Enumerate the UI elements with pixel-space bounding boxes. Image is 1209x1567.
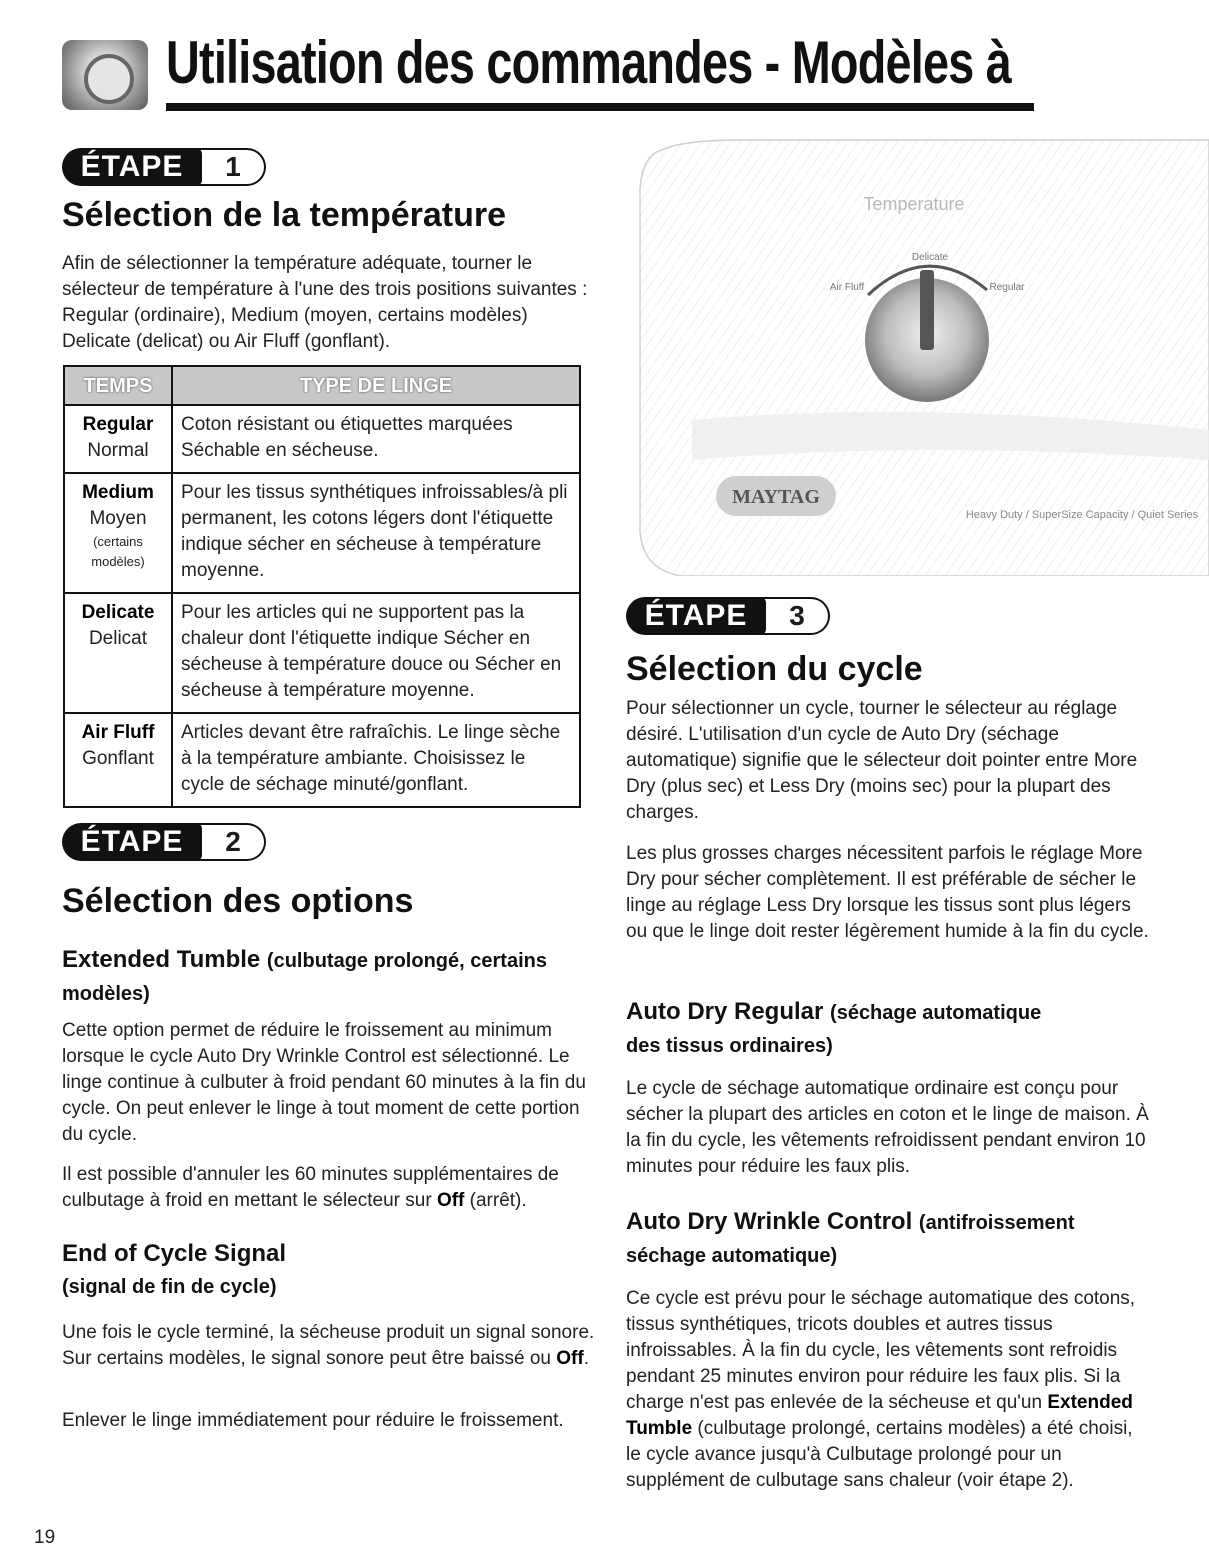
auto-dry-regular-heading [626,996,1166,1062]
extended-tumble-heading [62,944,602,1010]
temp-sub: Moyen [89,508,147,529]
auto-dry-regular-text: Le cycle de séchage automatique ordinaire est conçu pour sécher la plupart des articles en coton et le linge de maison. À la fin du cycle, les vêtements refroidissent pendant environ 10 minutes pour réduire les faux plis. [626,1078,1149,1177]
control-panel-illustration [622,130,1209,576]
temperature-intro: Afin de sélectionner la température adéquate, tourner le sélecteur de température à l'une des trois positions suivantes : Regular (ordinaire), Medium (moyen, certains modèles) Delicate (delicat) ou Air Fluff (gonflant). [62,253,588,352]
control-panel-drawing [622,130,1209,576]
etape-3-badge [626,597,836,635]
table-row [64,593,580,713]
etape-1-badge [62,148,272,186]
brand-logo: MAYTAG [732,486,820,508]
etape-label: ÉTAPE [62,823,202,861]
end-of-cycle-text: Une fois le cycle terminé, la sécheuse produit un signal sonore. Sur certains modèles, le signal sonore peut être baissé ou Off. [62,1322,595,1369]
extended-tumble-text: Cette option permet de réduire le froissement au minimum lorsque le cycle Auto Dry Wrinkle Control est sélectionné. Le linge continue à culbuter à froid pendant 60 minutes à la fin du cycle. On peut enlever le linge à tout moment de cette portion du cycle. [62,1020,586,1145]
temp-desc: Coton résistant ou étiquettes marquées Séchable en sécheuse. [172,405,580,473]
temp-sub: Normal [87,440,149,461]
temp-name: Medium [82,482,154,503]
temp-desc: Pour les tissus synthétiques infroissables/à pli permanent, les cotons légers dont l'étiquette indique sécher en sécheuse à température moyenne. [172,473,580,593]
table-header-temps: TEMPS [64,366,172,405]
end-of-cycle-subtitle: (signal de fin de cycle) [62,1276,277,1298]
temp-name: Regular [82,414,154,435]
etape-number: 3 [744,597,830,635]
extended-tumble-cancel: Il est possible d'annuler les 60 minutes supplémentaires de culbutage à froid en mettant le sélecteur sur Off (arrêt). [62,1164,559,1211]
auto-dry-wrinkle-heading [626,1206,1166,1272]
header-rule [166,103,1034,111]
end-of-cycle-heading [62,1238,602,1303]
table-row [64,473,580,593]
temp-note: (certains modèles) [91,534,145,569]
table-header-type: TYPE DE LINGE [172,366,580,405]
panel-delicate-label: Delicate [911,252,949,263]
temp-sub: Delicat [88,628,148,649]
extended-tumble-subtitle: (culbutage prolongé, certains modèles) [62,950,547,1005]
temp-sub: Gonflant [82,748,154,769]
auto-dry-regular-subtitle-2: des tissus ordinaires) [626,1035,833,1057]
page-header [62,28,1034,118]
etape-number: 2 [180,823,266,861]
auto-dry-wrinkle-subtitle-1: (antifroissement [918,1212,1075,1234]
table-row [64,405,580,473]
cycle-intro: Pour sélectionner un cycle, tourner le sélecteur au réglage désiré. L'utilisation d'un cycle de Auto Dry (séchage automatique) signifie que le sélecteur doit pointer entre More Dry (plus sec) et Less Dry (moins sec) pour la plupart des charges. [626,698,1138,823]
cycle-larger-loads: Les plus grosses charges nécessitent parfois le réglage More Dry pour sécher complètement. Il est préférable de sécher le linge au réglage Less Dry lorsque les tissus sont plus légers ou que le linge doit rester légèrement humide à la fin du cycle. [626,843,1149,942]
end-of-cycle-title: End of Cycle Signal [62,1240,287,1267]
section-title-temperature: Sélection de la température [62,196,507,234]
temp-name: Air Fluff [81,722,155,743]
etape-label: ÉTAPE [62,148,202,186]
section-title-cycle: Sélection du cycle [626,650,923,688]
panel-tagline: Heavy Duty / SuperSize Capacity / Quiet Series [965,509,1199,521]
auto-dry-regular-title: Auto Dry Regular [626,998,824,1025]
temp-desc: Pour les articles qui ne supportent pas la chaleur dont l'étiquette indique Sécher en sécheuse à température douce ou Sécher en sécheuse à température moyenne. [172,593,580,713]
temp-name: Delicate [81,602,155,623]
etape-number: 1 [180,148,266,186]
etape-label: ÉTAPE [626,597,766,635]
panel-regular-label: Regular [989,282,1025,293]
extended-tumble-title: Extended Tumble [62,946,261,973]
etape-2-badge [62,823,272,861]
auto-dry-regular-subtitle-1: (séchage automatique [830,1002,1042,1024]
knob-pointer [920,270,934,350]
end-of-cycle-remove: Enlever le linge immédiatement pour réduire le froissement. [62,1410,564,1431]
auto-dry-wrinkle-subtitle-2: séchage automatique) [626,1245,838,1267]
page-title: Utilisation des commandes - Modèles à [166,29,1011,96]
temperature-table [63,365,581,808]
page-number: 19 [34,1527,56,1548]
table-row [64,713,580,807]
auto-dry-wrinkle-text: Ce cycle est prévu pour le séchage automatique des cotons, tissus synthétiques, tricots doubles et autres tissus infroissables. À la fin du cycle, les vêtements sont refroidis pendant 25 minutes environ pour réduire les faux plis. Si la charge n'est pas enlevée de la sécheuse et qu'un Extended Tumble (culbutage prolongé, certains modèles) a été choisi, le cycle avance jusqu'à Culbutage prolongé pour un supplément de culbutage sans chaleur (voir étape 2). [626,1288,1136,1491]
auto-dry-wrinkle-title: Auto Dry Wrinkle Control [626,1208,913,1235]
panel-airfluff-label: Air Fluff [829,282,865,293]
panel-temperature-label: Temperature [863,194,965,214]
temp-desc: Articles devant être rafraîchis. Le linge sèche à la température ambiante. Choisissez le cycle de séchage minuté/gonflant. [172,713,580,807]
section-title-options: Sélection des options [62,882,414,920]
dial-icon [62,40,148,110]
